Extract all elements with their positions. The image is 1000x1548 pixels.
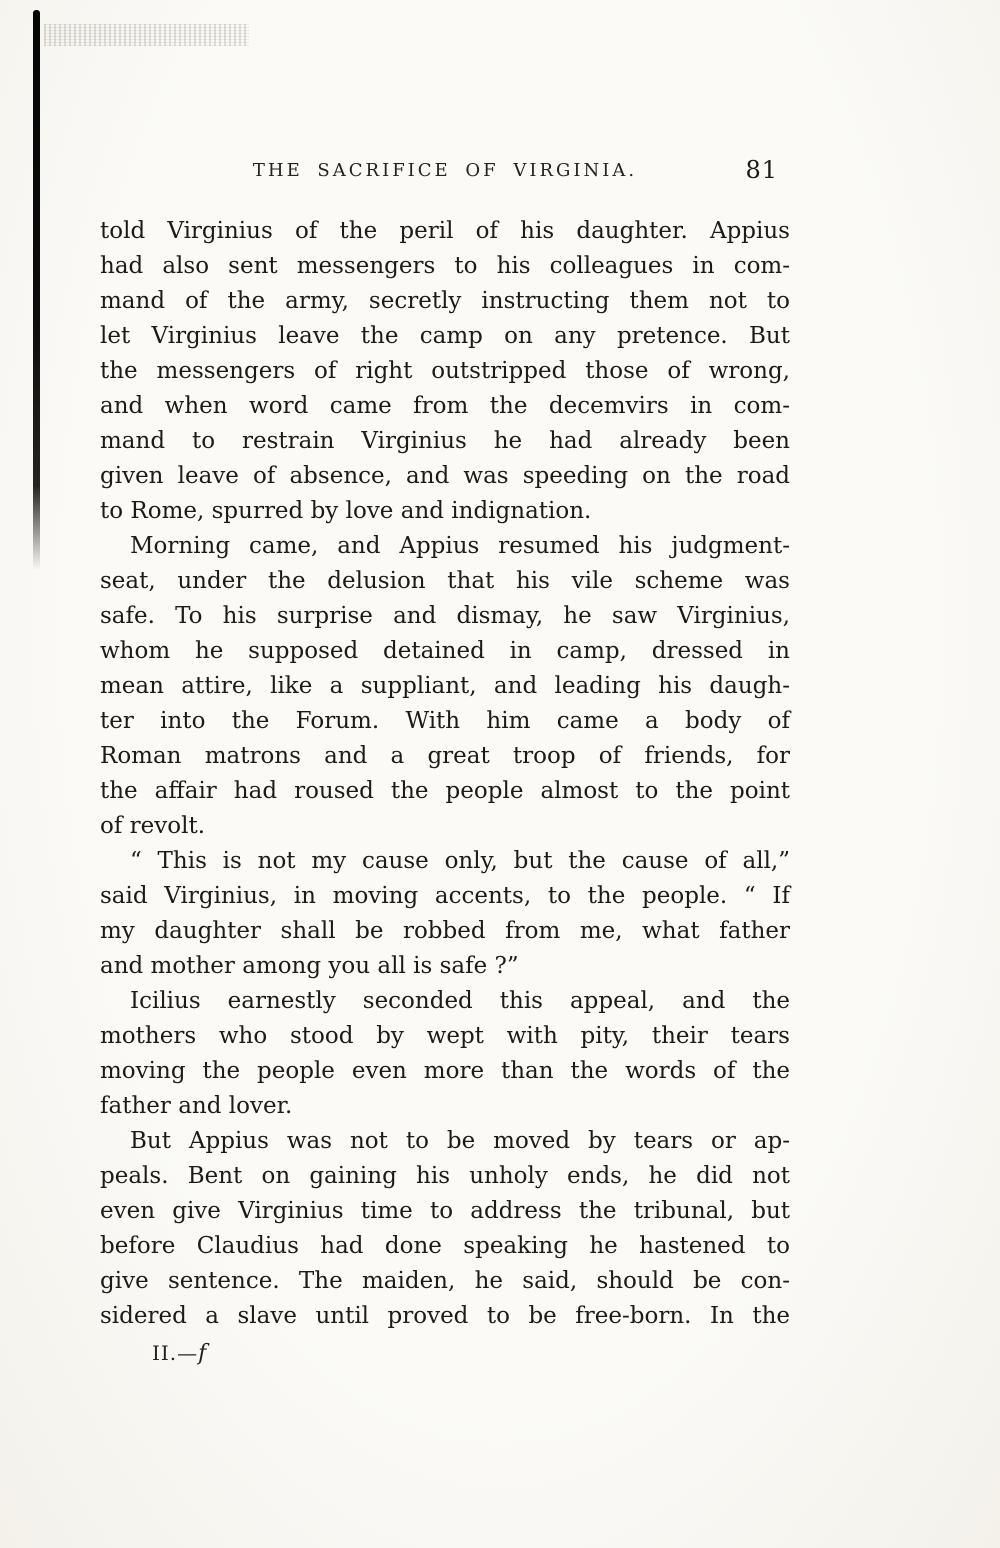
- text-line: said Virginius, in moving accents, to the people. “ If: [100, 883, 790, 909]
- text-line: before Claudius had done speaking he hastened to: [100, 1233, 790, 1259]
- text-line: ter into the Forum. With him came a body of: [100, 708, 790, 734]
- scan-binding-artifact: [33, 10, 40, 570]
- text-line: But Appius was not to be moved by tears or ap-: [130, 1128, 790, 1154]
- footer-volume: II.—: [152, 1341, 199, 1365]
- running-head: [100, 156, 790, 190]
- scan-noise-artifact: [44, 24, 249, 46]
- text-line: mand of the army, secretly instructing them not to: [100, 288, 790, 314]
- text-line: moving the people even more than the words of the: [100, 1058, 790, 1084]
- text-line: mean attire, like a suppliant, and leading his daugh-: [100, 673, 790, 699]
- text-line: Roman matrons and a great troop of friends, for: [100, 743, 790, 769]
- text-line: my daughter shall be robbed from me, what father: [100, 918, 790, 944]
- text-line: even give Virginius time to address the tribunal, but: [100, 1198, 790, 1224]
- text-line: father and lover.: [100, 1093, 293, 1119]
- text-block: [100, 214, 790, 1334]
- page-title: THE SACRIFICE OF VIRGINIA.: [252, 160, 638, 181]
- text-line: to Rome, spurred by love and indignation.: [100, 498, 592, 524]
- text-line: given leave of absence, and was speeding on the road: [100, 463, 790, 489]
- text-line: Icilius earnestly seconded this appeal, and the: [130, 988, 790, 1014]
- paragraph: [100, 214, 790, 529]
- paragraph: [100, 844, 790, 984]
- paragraph: [100, 984, 790, 1124]
- text-line: the affair had roused the people almost to the point: [100, 778, 790, 804]
- text-line: of revolt.: [100, 813, 206, 839]
- text-line: whom he supposed detained in camp, dressed in: [100, 638, 790, 664]
- paragraph: [100, 529, 790, 844]
- text-line: told Virginius of the peril of his daughter. Appius: [100, 218, 790, 244]
- text-line: and when word came from the decemvirs in com-: [100, 393, 790, 419]
- text-line: sidered a slave until proved to be free-born. In the: [100, 1303, 790, 1329]
- text-line: “ This is not my cause only, but the cause of all,”: [130, 848, 790, 874]
- text-line: mand to restrain Virginius he had already been: [100, 428, 790, 454]
- text-line: let Virginius leave the camp on any pretence. But: [100, 323, 790, 349]
- paragraph: [100, 1124, 790, 1334]
- text-line: the messengers of right outstripped those of wrong,: [100, 358, 790, 384]
- text-line: Morning came, and Appius resumed his judgment-: [130, 533, 790, 559]
- text-line: peals. Bent on gaining his unholy ends, he did not: [100, 1163, 790, 1189]
- text-line: and mother among you all is safe ?”: [100, 953, 519, 979]
- text-line: safe. To his surprise and dismay, he saw Virginius,: [100, 603, 790, 629]
- text-line: give sentence. The maiden, he said, should be con-: [100, 1268, 790, 1294]
- footer-mark: f: [198, 1341, 208, 1366]
- text-line: mothers who stood by wept with pity, their tears: [100, 1023, 790, 1049]
- page-number: 81: [745, 156, 778, 184]
- footer-signature: [152, 1341, 207, 1366]
- text-line: seat, under the delusion that his vile scheme was: [100, 568, 790, 594]
- text-line: had also sent messengers to his colleagues in com-: [100, 253, 790, 279]
